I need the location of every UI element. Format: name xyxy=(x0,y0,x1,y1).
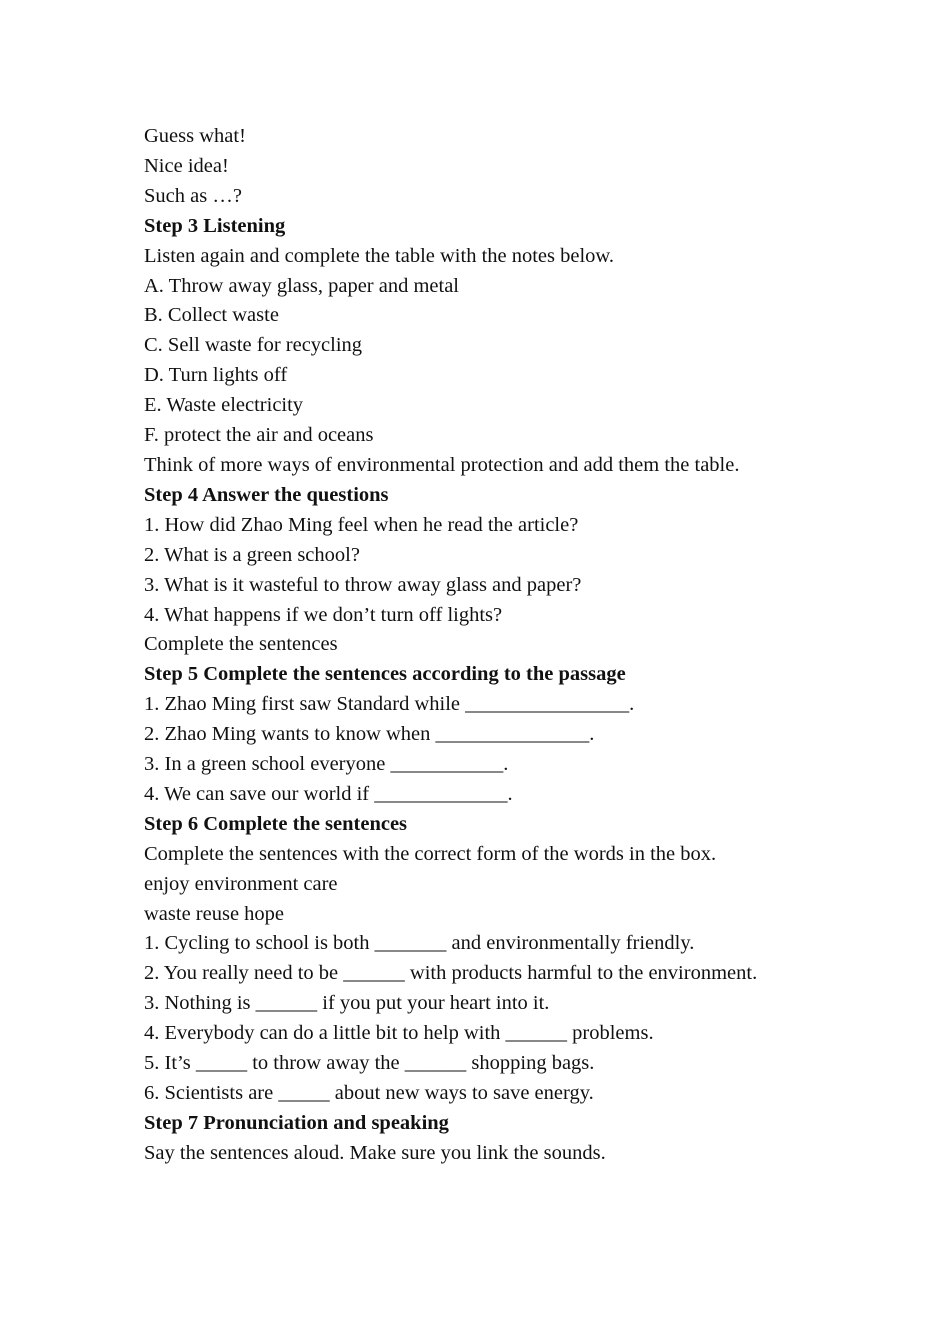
step6-heading: Step 6 Complete the sentences xyxy=(144,812,408,835)
step4-question: 1. How did Zhao Ming feel when he read the article? xyxy=(144,513,579,536)
intro-line: Such as …? xyxy=(144,184,242,207)
step5-item: 3. In a green school everyone ___________. xyxy=(144,753,509,776)
step3-note: C. Sell waste for recycling xyxy=(144,334,363,357)
step3-note: F. protect the air and oceans xyxy=(144,424,374,447)
step6-item: 2. You really need to be ______ with products harmful to the environment. xyxy=(144,962,758,985)
word-box-line: enjoy environment care xyxy=(144,872,338,895)
step4-footer: Complete the sentences xyxy=(144,633,338,656)
step5-item: 4. We can save our world if _____________. xyxy=(144,782,513,805)
step3-note: B. Collect waste xyxy=(144,304,279,327)
step6-item: 4. Everybody can do a little bit to help with ______ problems. xyxy=(144,1022,654,1045)
step3-instruction: Listen again and complete the table with the notes below. xyxy=(144,244,615,267)
step3-heading: Step 3 Listening xyxy=(144,214,286,237)
intro-line: Guess what! xyxy=(144,125,246,147)
step6-item: 1. Cycling to school is both _______ and environmentally friendly. xyxy=(144,932,695,955)
intro-line: Nice idea! xyxy=(144,154,229,177)
step4-question: 3. What is it wasteful to throw away glass and paper? xyxy=(144,573,582,596)
step7-instruction: Say the sentences aloud. Make sure you link the sounds. xyxy=(144,1141,606,1164)
step5-item: 2. Zhao Ming wants to know when _______________. xyxy=(144,723,595,746)
step5-item: 1. Zhao Ming first saw Standard while ________________. xyxy=(144,693,635,716)
word-box-line: waste reuse hope xyxy=(144,902,285,925)
step6-instruction: Complete the sentences with the correct form of the words in the box. xyxy=(144,842,717,865)
step3-note: A. Throw away glass, paper and metal xyxy=(144,274,459,297)
step6-item: 6. Scientists are _____ about new ways to save energy. xyxy=(144,1082,594,1104)
step4-heading: Step 4 Answer the questions xyxy=(144,483,389,506)
step6-item: 3. Nothing is ______ if you put your heart into it. xyxy=(144,992,550,1015)
step3-note: E. Waste electricity xyxy=(144,394,304,417)
step4-question: 4. What happens if we don’t turn off lights? xyxy=(144,603,503,626)
step6-item: 5. It’s _____ to throw away the ______ shopping bags. xyxy=(144,1052,595,1075)
step7-heading: Step 7 Pronunciation and speaking xyxy=(144,1111,449,1134)
step5-heading: Step 5 Complete the sentences according to the passage xyxy=(144,663,626,686)
document-page xyxy=(144,122,806,1169)
step4-question: 2. What is a green school? xyxy=(144,543,360,566)
step3-extra: Think of more ways of environmental protection and add them the table. xyxy=(144,453,740,476)
step3-note: D. Turn lights off xyxy=(144,364,288,387)
